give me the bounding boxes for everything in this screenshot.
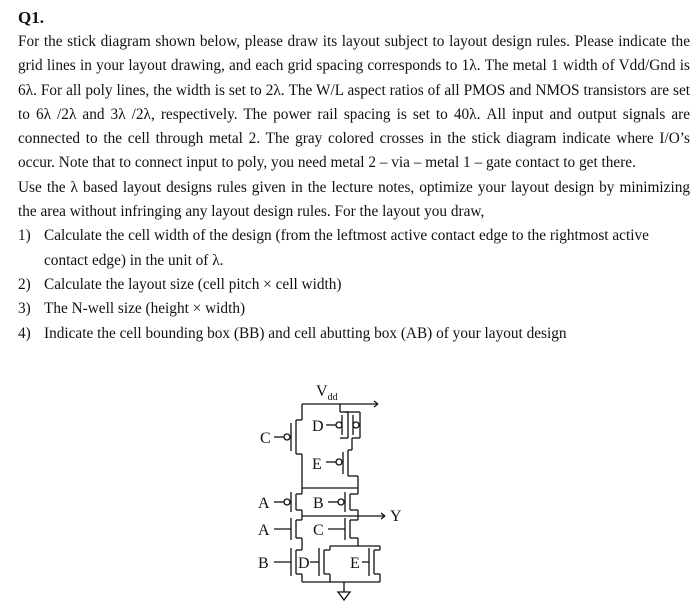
list-item — [18, 224, 690, 273]
list-item-number: 1) — [18, 227, 31, 245]
nmos-c-label: C — [313, 522, 324, 539]
transistor-schematic — [240, 378, 440, 606]
nmos-e-label: E — [350, 555, 360, 572]
pmos-d-label: D — [312, 418, 324, 435]
document — [18, 6, 690, 346]
nmos-b-label: B — [258, 555, 269, 572]
list-item-text: The N-well size (height × width) — [44, 300, 246, 318]
nmos-e — [350, 546, 380, 576]
question-intro: For the stick diagram shown below, please draw its layout subject to layout design rules. Please indicate the grid lines in your layout drawing, and each grid spacing corresponds to 1λ. The metal 1 width of Vdd/Gnd is 6λ. For all poly lines, the width is set to 2λ. The W/L aspect ratios of all PMOS and NMOS transistors are set to 6λ /2λ and 3λ /2λ, respectively. The power rail spacing is set to 40λ. All input and output signals are connected to the cell through metal 2. The gray colored crosses in the stick diagram indicate where I/O’s occur. Note that to connect input to poly, you need metal 2 – via – metal 1 – gate contact to get there. — [18, 33, 690, 172]
question-instructions: Use the λ based layout designs rules given in the lecture notes, optimize your layout design by minimizing the area without infringing any layout design rules. For the layout you draw, — [18, 178, 690, 221]
list-item — [18, 322, 690, 346]
pmos-a-label: A — [258, 495, 270, 512]
pmos-e — [312, 450, 358, 488]
pmos-a — [258, 488, 302, 512]
nmos-d — [298, 538, 380, 576]
nmos-a — [258, 516, 302, 540]
list-item-text: Calculate the cell width of the design (from the leftmost active contact edge to the rightmost active contact edge) in the unit of λ. — [44, 227, 649, 269]
list-item — [18, 273, 690, 297]
pmos-b — [313, 488, 358, 512]
nmos-a-label: A — [258, 522, 270, 539]
list-item-text: Calculate the layout size (cell pitch × cell width) — [44, 275, 342, 293]
nmos-c — [313, 516, 358, 540]
pmos-c-label: C — [260, 430, 271, 447]
pmos-d — [312, 404, 359, 438]
pmos-c — [260, 404, 302, 468]
question-list — [18, 224, 690, 345]
list-item — [18, 297, 690, 321]
pmos-join — [302, 468, 358, 488]
ground-symbol — [302, 574, 380, 600]
pmos-e-label: E — [312, 456, 322, 473]
list-item-text: Indicate the cell bounding box (BB) and cell abutting box (AB) of your layout design — [44, 324, 567, 342]
list-item-number: 4) — [18, 324, 31, 342]
output-y-label: Y — [390, 508, 402, 525]
nmos-d-label: D — [298, 555, 310, 572]
vdd-label: $V_{dd}$ — [316, 383, 338, 403]
question-title: Q1. — [18, 8, 44, 27]
nmos-b — [258, 538, 302, 576]
pmos-b-label: B — [313, 495, 324, 512]
list-item-number: 2) — [18, 275, 31, 293]
list-item-number: 3) — [18, 300, 31, 318]
